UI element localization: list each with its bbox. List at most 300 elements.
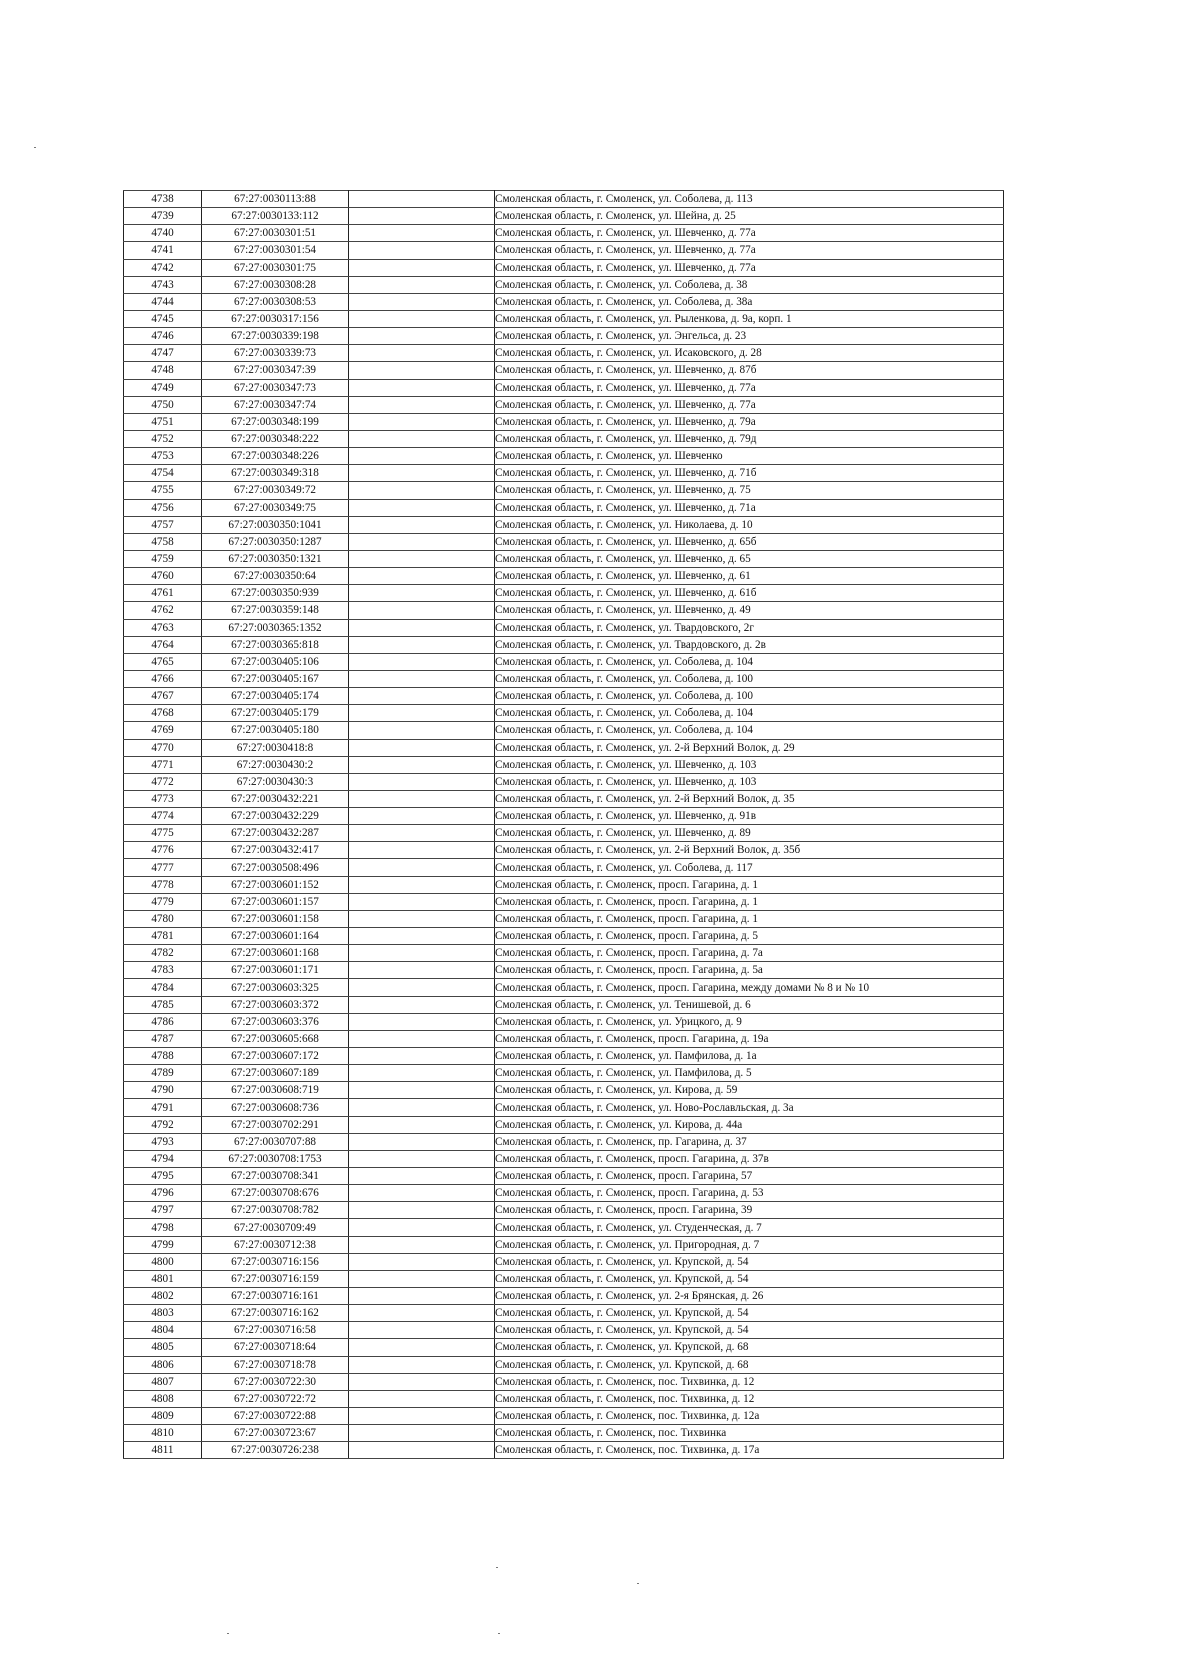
address-cell: Смоленская область, г. Смоленск, ул. Крупской, д. 68 — [495, 1339, 1004, 1356]
empty-cell — [349, 670, 495, 687]
table-row — [124, 756, 1004, 773]
table-row — [124, 1219, 1004, 1236]
address-cell: Смоленская область, г. Смоленск, просп. Гагарина, д. 1 — [495, 910, 1004, 927]
empty-cell — [349, 1099, 495, 1116]
cadastral-number-cell: 67:27:0030405:167 — [202, 670, 349, 687]
cadastral-number-cell: 67:27:0030601:168 — [202, 945, 349, 962]
address-cell: Смоленская область, г. Смоленск, ул. Соболева, д. 100 — [495, 670, 1004, 687]
cadastral-number-cell: 67:27:0030709:49 — [202, 1219, 349, 1236]
address-cell: Смоленская область, г. Смоленск, ул. Шевченко, д. 77а — [495, 225, 1004, 242]
table-row — [124, 328, 1004, 345]
row-number-cell: 4805 — [124, 1339, 202, 1356]
table-row — [124, 1253, 1004, 1270]
address-cell: Смоленская область, г. Смоленск, ул. Кирова, д. 59 — [495, 1082, 1004, 1099]
cadastral-number-cell: 67:27:0030712:38 — [202, 1236, 349, 1253]
table-row — [124, 602, 1004, 619]
table-row — [124, 910, 1004, 927]
address-cell: Смоленская область, г. Смоленск, ул. Соболева, д. 113 — [495, 191, 1004, 208]
row-number-cell: 4778 — [124, 876, 202, 893]
cadastral-number-cell: 67:27:0030405:106 — [202, 653, 349, 670]
empty-cell — [349, 979, 495, 996]
address-cell: Смоленская область, г. Смоленск, ул. Шевченко, д. 77а — [495, 242, 1004, 259]
cadastral-number-cell: 67:27:0030708:676 — [202, 1185, 349, 1202]
row-number-cell: 4803 — [124, 1305, 202, 1322]
empty-cell — [349, 208, 495, 225]
scan-speck — [637, 1583, 639, 1584]
address-cell: Смоленская область, г. Смоленск, ул. Рыленкова, д. 9а, корп. 1 — [495, 310, 1004, 327]
address-cell: Смоленская область, г. Смоленск, ул. Шевченко, д. 75 — [495, 482, 1004, 499]
empty-cell — [349, 1425, 495, 1442]
empty-cell — [349, 945, 495, 962]
empty-cell — [349, 636, 495, 653]
row-number-cell: 4757 — [124, 516, 202, 533]
address-cell: Смоленская область, г. Смоленск, ул. 2-й Верхний Волок, д. 29 — [495, 739, 1004, 756]
empty-cell — [349, 396, 495, 413]
cadastral-number-cell: 67:27:0030365:818 — [202, 636, 349, 653]
empty-cell — [349, 1048, 495, 1065]
row-number-cell: 4798 — [124, 1219, 202, 1236]
address-cell: Смоленская область, г. Смоленск, просп. Гагарина, д. 53 — [495, 1185, 1004, 1202]
empty-cell — [349, 413, 495, 430]
row-number-cell: 4787 — [124, 1030, 202, 1047]
address-cell: Смоленская область, г. Смоленск, ул. Ново-Рославльская, д. 3а — [495, 1099, 1004, 1116]
address-cell: Смоленская область, г. Смоленск, ул. Крупской, д. 54 — [495, 1305, 1004, 1322]
table-row — [124, 345, 1004, 362]
empty-cell — [349, 1373, 495, 1390]
table-row — [124, 825, 1004, 842]
empty-cell — [349, 1168, 495, 1185]
cadastral-number-cell: 67:27:0030350:1287 — [202, 533, 349, 550]
empty-cell — [349, 482, 495, 499]
empty-cell — [349, 996, 495, 1013]
table-row — [124, 499, 1004, 516]
row-number-cell: 4763 — [124, 619, 202, 636]
empty-cell — [349, 893, 495, 910]
empty-cell — [349, 688, 495, 705]
row-number-cell: 4795 — [124, 1168, 202, 1185]
empty-cell — [349, 739, 495, 756]
address-cell: Смоленская область, г. Смоленск, ул. Шевченко, д. 103 — [495, 756, 1004, 773]
cadastral-number-cell: 67:27:0030301:51 — [202, 225, 349, 242]
table-row — [124, 465, 1004, 482]
cadastral-number-cell: 67:27:0030607:172 — [202, 1048, 349, 1065]
address-cell: Смоленская область, г. Смоленск, ул. Памфилова, д. 1а — [495, 1048, 1004, 1065]
empty-cell — [349, 808, 495, 825]
empty-cell — [349, 928, 495, 945]
cadastral-number-cell: 67:27:0030716:58 — [202, 1322, 349, 1339]
cadastral-number-cell: 67:27:0030308:28 — [202, 276, 349, 293]
row-number-cell: 4793 — [124, 1133, 202, 1150]
cadastral-number-cell: 67:27:0030432:221 — [202, 790, 349, 807]
address-cell: Смоленская область, г. Смоленск, пр. Гагарина, д. 37 — [495, 1133, 1004, 1150]
table-row — [124, 773, 1004, 790]
address-cell: Смоленская область, г. Смоленск, ул. Шевченко, д. 103 — [495, 773, 1004, 790]
row-number-cell: 4754 — [124, 465, 202, 482]
cadastral-number-cell: 67:27:0030432:417 — [202, 842, 349, 859]
table-row — [124, 413, 1004, 430]
empty-cell — [349, 430, 495, 447]
cadastral-number-cell: 67:27:0030601:164 — [202, 928, 349, 945]
empty-cell — [349, 756, 495, 773]
address-cell: Смоленская область, г. Смоленск, ул. Николаева, д. 10 — [495, 516, 1004, 533]
address-cell: Смоленская область, г. Смоленск, ул. Шевченко, д. 79а — [495, 413, 1004, 430]
cadastral-number-cell: 67:27:0030339:73 — [202, 345, 349, 362]
cadastral-number-cell: 67:27:0030349:75 — [202, 499, 349, 516]
table-row — [124, 859, 1004, 876]
address-cell: Смоленская область, г. Смоленск, ул. Крупской, д. 54 — [495, 1253, 1004, 1270]
empty-cell — [349, 328, 495, 345]
empty-cell — [349, 1133, 495, 1150]
cadastral-number-cell: 67:27:0030350:939 — [202, 585, 349, 602]
cadastral-number-cell: 67:27:0030605:668 — [202, 1030, 349, 1047]
row-number-cell: 4752 — [124, 430, 202, 447]
cadastral-number-cell: 67:27:0030608:719 — [202, 1082, 349, 1099]
empty-cell — [349, 533, 495, 550]
table-row — [124, 550, 1004, 567]
cadastral-number-cell: 67:27:0030350:1041 — [202, 516, 349, 533]
row-number-cell: 4751 — [124, 413, 202, 430]
address-cell: Смоленская область, г. Смоленск, ул. Энгельса, д. 23 — [495, 328, 1004, 345]
cadastral-number-cell: 67:27:0030708:1753 — [202, 1150, 349, 1167]
cadastral-number-cell: 67:27:0030722:30 — [202, 1373, 349, 1390]
empty-cell — [349, 1185, 495, 1202]
cadastral-number-cell: 67:27:0030708:782 — [202, 1202, 349, 1219]
cadastral-number-cell: 67:27:0030432:287 — [202, 825, 349, 842]
empty-cell — [349, 1236, 495, 1253]
row-number-cell: 4782 — [124, 945, 202, 962]
address-cell: Смоленская область, г. Смоленск, ул. Шевченко, д. 87б — [495, 362, 1004, 379]
cadastral-number-cell: 67:27:0030707:88 — [202, 1133, 349, 1150]
row-number-cell: 4750 — [124, 396, 202, 413]
cadastral-number-cell: 67:27:0030365:1352 — [202, 619, 349, 636]
table-row — [124, 653, 1004, 670]
empty-cell — [349, 602, 495, 619]
cadastral-number-cell: 67:27:0030347:39 — [202, 362, 349, 379]
address-cell: Смоленская область, г. Смоленск, ул. Соболева, д. 104 — [495, 653, 1004, 670]
empty-cell — [349, 1288, 495, 1305]
row-number-cell: 4808 — [124, 1390, 202, 1407]
row-number-cell: 4748 — [124, 362, 202, 379]
cadastral-number-cell: 67:27:0030339:198 — [202, 328, 349, 345]
row-number-cell: 4769 — [124, 722, 202, 739]
cadastral-number-cell: 67:27:0030718:78 — [202, 1356, 349, 1373]
table-row — [124, 979, 1004, 996]
address-cell: Смоленская область, г. Смоленск, просп. Гагарина, между домами № 8 и № 10 — [495, 979, 1004, 996]
cadastral-number-cell: 67:27:0030601:152 — [202, 876, 349, 893]
table-row — [124, 1013, 1004, 1030]
table-row — [124, 362, 1004, 379]
empty-cell — [349, 585, 495, 602]
empty-cell — [349, 362, 495, 379]
table-row — [124, 1288, 1004, 1305]
address-cell: Смоленская область, г. Смоленск, ул. 2-й Верхний Волок, д. 35 — [495, 790, 1004, 807]
empty-cell — [349, 259, 495, 276]
table-row — [124, 1390, 1004, 1407]
empty-cell — [349, 1305, 495, 1322]
address-cell: Смоленская область, г. Смоленск, ул. Тенишевой, д. 6 — [495, 996, 1004, 1013]
empty-cell — [349, 1390, 495, 1407]
row-number-cell: 4780 — [124, 910, 202, 927]
row-number-cell: 4779 — [124, 893, 202, 910]
table-row — [124, 1407, 1004, 1424]
address-cell: Смоленская область, г. Смоленск, пос. Тихвинка, д. 12 — [495, 1390, 1004, 1407]
address-cell: Смоленская область, г. Смоленск, ул. Кирова, д. 44а — [495, 1116, 1004, 1133]
table-row — [124, 1150, 1004, 1167]
empty-cell — [349, 910, 495, 927]
table-row — [124, 482, 1004, 499]
empty-cell — [349, 1442, 495, 1459]
table-row — [124, 1099, 1004, 1116]
row-number-cell: 4786 — [124, 1013, 202, 1030]
empty-cell — [349, 705, 495, 722]
empty-cell — [349, 516, 495, 533]
empty-cell — [349, 191, 495, 208]
table-row — [124, 1442, 1004, 1459]
row-number-cell: 4776 — [124, 842, 202, 859]
table-row — [124, 1305, 1004, 1322]
address-cell: Смоленская область, г. Смоленск, ул. Соболева, д. 104 — [495, 705, 1004, 722]
table-row — [124, 259, 1004, 276]
empty-cell — [349, 293, 495, 310]
table-row — [124, 996, 1004, 1013]
table-row — [124, 1185, 1004, 1202]
address-cell: Смоленская область, г. Смоленск, ул. Соболева, д. 38а — [495, 293, 1004, 310]
address-cell: Смоленская область, г. Смоленск, просп. Гагарина, д. 1 — [495, 876, 1004, 893]
table-row — [124, 1356, 1004, 1373]
address-cell: Смоленская область, г. Смоленск, просп. Гагарина, д. 37в — [495, 1150, 1004, 1167]
address-cell: Смоленская область, г. Смоленск, ул. Шевченко, д. 77а — [495, 396, 1004, 413]
table-row — [124, 225, 1004, 242]
address-cell: Смоленская область, г. Смоленск, ул. Шевченко, д. 71б — [495, 465, 1004, 482]
table-row — [124, 396, 1004, 413]
address-cell: Смоленская область, г. Смоленск, ул. Памфилова, д. 5 — [495, 1065, 1004, 1082]
empty-cell — [349, 825, 495, 842]
empty-cell — [349, 465, 495, 482]
empty-cell — [349, 653, 495, 670]
row-number-cell: 4810 — [124, 1425, 202, 1442]
table-row — [124, 636, 1004, 653]
row-number-cell: 4792 — [124, 1116, 202, 1133]
row-number-cell: 4783 — [124, 962, 202, 979]
address-cell: Смоленская область, г. Смоленск, ул. 2-я Брянская, д. 26 — [495, 1288, 1004, 1305]
cadastral-number-cell: 67:27:0030601:158 — [202, 910, 349, 927]
cadastral-number-cell: 67:27:0030359:148 — [202, 602, 349, 619]
empty-cell — [349, 1322, 495, 1339]
cadastral-number-cell: 67:27:0030718:64 — [202, 1339, 349, 1356]
address-cell: Смоленская область, г. Смоленск, пос. Тихвинка — [495, 1425, 1004, 1442]
row-number-cell: 4804 — [124, 1322, 202, 1339]
table-row — [124, 1322, 1004, 1339]
table-row — [124, 448, 1004, 465]
empty-cell — [349, 859, 495, 876]
table-row — [124, 208, 1004, 225]
cadastral-number-cell: 67:27:0030317:156 — [202, 310, 349, 327]
row-number-cell: 4742 — [124, 259, 202, 276]
empty-cell — [349, 242, 495, 259]
row-number-cell: 4746 — [124, 328, 202, 345]
registry-table — [123, 190, 1004, 1459]
empty-cell — [349, 1013, 495, 1030]
empty-cell — [349, 1082, 495, 1099]
address-cell: Смоленская область, г. Смоленск, пос. Тихвинка, д. 17а — [495, 1442, 1004, 1459]
empty-cell — [349, 1253, 495, 1270]
row-number-cell: 4784 — [124, 979, 202, 996]
cadastral-number-cell: 67:27:0030405:174 — [202, 688, 349, 705]
row-number-cell: 4745 — [124, 310, 202, 327]
table-row — [124, 379, 1004, 396]
address-cell: Смоленская область, г. Смоленск, ул. Крупской, д. 54 — [495, 1322, 1004, 1339]
address-cell: Смоленская область, г. Смоленск, ул. Шевченко, д. 61б — [495, 585, 1004, 602]
row-number-cell: 4796 — [124, 1185, 202, 1202]
table-row — [124, 1116, 1004, 1133]
cadastral-number-cell: 67:27:0030607:189 — [202, 1065, 349, 1082]
table-row — [124, 1065, 1004, 1082]
row-number-cell: 4794 — [124, 1150, 202, 1167]
row-number-cell: 4770 — [124, 739, 202, 756]
scan-speck — [34, 147, 36, 148]
cadastral-number-cell: 67:27:0030350:64 — [202, 568, 349, 585]
cadastral-number-cell: 67:27:0030350:1321 — [202, 550, 349, 567]
row-number-cell: 4772 — [124, 773, 202, 790]
cadastral-number-cell: 67:27:0030347:74 — [202, 396, 349, 413]
address-cell: Смоленская область, г. Смоленск, просп. Гагарина, д. 5а — [495, 962, 1004, 979]
cadastral-number-cell: 67:27:0030405:180 — [202, 722, 349, 739]
row-number-cell: 4800 — [124, 1253, 202, 1270]
row-number-cell: 4755 — [124, 482, 202, 499]
address-cell: Смоленская область, г. Смоленск, ул. Шевченко, д. 65 — [495, 550, 1004, 567]
row-number-cell: 4738 — [124, 191, 202, 208]
table-row — [124, 962, 1004, 979]
cadastral-number-cell: 67:27:0030430:3 — [202, 773, 349, 790]
table-row — [124, 276, 1004, 293]
cadastral-number-cell: 67:27:0030716:156 — [202, 1253, 349, 1270]
cadastral-number-cell: 67:27:0030603:325 — [202, 979, 349, 996]
address-cell: Смоленская область, г. Смоленск, ул. Шевченко, д. 65б — [495, 533, 1004, 550]
address-cell: Смоленская область, г. Смоленск, просп. Гагарина, д. 1 — [495, 893, 1004, 910]
scan-speck — [498, 1633, 500, 1634]
table-row — [124, 1082, 1004, 1099]
empty-cell — [349, 1150, 495, 1167]
address-cell: Смоленская область, г. Смоленск, ул. Крупской, д. 68 — [495, 1356, 1004, 1373]
cadastral-number-cell: 67:27:0030308:53 — [202, 293, 349, 310]
address-cell: Смоленская область, г. Смоленск, просп. Гагарина, д. 5 — [495, 928, 1004, 945]
address-cell: Смоленская область, г. Смоленск, просп. Гагарина, 57 — [495, 1168, 1004, 1185]
row-number-cell: 4749 — [124, 379, 202, 396]
table-row — [124, 1425, 1004, 1442]
table-row — [124, 242, 1004, 259]
cadastral-number-cell: 67:27:0030348:226 — [202, 448, 349, 465]
table-row — [124, 533, 1004, 550]
row-number-cell: 4756 — [124, 499, 202, 516]
row-number-cell: 4765 — [124, 653, 202, 670]
address-cell: Смоленская область, г. Смоленск, ул. Соболева, д. 38 — [495, 276, 1004, 293]
row-number-cell: 4764 — [124, 636, 202, 653]
empty-cell — [349, 550, 495, 567]
cadastral-number-cell: 67:27:0030603:372 — [202, 996, 349, 1013]
address-cell: Смоленская область, г. Смоленск, ул. Шевченко — [495, 448, 1004, 465]
table-row — [124, 945, 1004, 962]
table-row — [124, 191, 1004, 208]
table-row — [124, 568, 1004, 585]
row-number-cell: 4791 — [124, 1099, 202, 1116]
row-number-cell: 4771 — [124, 756, 202, 773]
empty-cell — [349, 499, 495, 516]
row-number-cell: 4743 — [124, 276, 202, 293]
cadastral-number-cell: 67:27:0030722:88 — [202, 1407, 349, 1424]
address-cell: Смоленская область, г. Смоленск, ул. Пригородная, д. 7 — [495, 1236, 1004, 1253]
table-row — [124, 1030, 1004, 1047]
table-row — [124, 842, 1004, 859]
registry-table-body — [124, 191, 1004, 1459]
table-row — [124, 670, 1004, 687]
scan-speck — [227, 1633, 229, 1634]
empty-cell — [349, 790, 495, 807]
cadastral-number-cell: 67:27:0030601:157 — [202, 893, 349, 910]
row-number-cell: 4797 — [124, 1202, 202, 1219]
table-row — [124, 293, 1004, 310]
address-cell: Смоленская область, г. Смоленск, ул. Шевченко, д. 89 — [495, 825, 1004, 842]
cadastral-number-cell: 67:27:0030405:179 — [202, 705, 349, 722]
empty-cell — [349, 842, 495, 859]
cadastral-number-cell: 67:27:0030430:2 — [202, 756, 349, 773]
row-number-cell: 4760 — [124, 568, 202, 585]
cadastral-number-cell: 67:27:0030301:75 — [202, 259, 349, 276]
empty-cell — [349, 962, 495, 979]
row-number-cell: 4777 — [124, 859, 202, 876]
empty-cell — [349, 310, 495, 327]
row-number-cell: 4766 — [124, 670, 202, 687]
table-row — [124, 516, 1004, 533]
address-cell: Смоленская область, г. Смоленск, ул. Крупской, д. 54 — [495, 1270, 1004, 1287]
row-number-cell: 4744 — [124, 293, 202, 310]
address-cell: Смоленская область, г. Смоленск, ул. Урицкого, д. 9 — [495, 1013, 1004, 1030]
table-row — [124, 688, 1004, 705]
cadastral-number-cell: 67:27:0030601:171 — [202, 962, 349, 979]
address-cell: Смоленская область, г. Смоленск, ул. Соболева, д. 100 — [495, 688, 1004, 705]
row-number-cell: 4807 — [124, 1373, 202, 1390]
row-number-cell: 4768 — [124, 705, 202, 722]
table-row — [124, 1202, 1004, 1219]
row-number-cell: 4785 — [124, 996, 202, 1013]
address-cell: Смоленская область, г. Смоленск, ул. Шевченко, д. 71а — [495, 499, 1004, 516]
row-number-cell: 4799 — [124, 1236, 202, 1253]
table-row — [124, 1373, 1004, 1390]
cadastral-number-cell: 67:27:0030716:161 — [202, 1288, 349, 1305]
table-row — [124, 310, 1004, 327]
row-number-cell: 4753 — [124, 448, 202, 465]
empty-cell — [349, 1065, 495, 1082]
cadastral-number-cell: 67:27:0030723:67 — [202, 1425, 349, 1442]
empty-cell — [349, 1030, 495, 1047]
address-cell: Смоленская область, г. Смоленск, ул. Шевченко, д. 79д — [495, 430, 1004, 447]
table-row — [124, 585, 1004, 602]
cadastral-number-cell: 67:27:0030708:341 — [202, 1168, 349, 1185]
table-row — [124, 1236, 1004, 1253]
row-number-cell: 4758 — [124, 533, 202, 550]
empty-cell — [349, 1270, 495, 1287]
address-cell: Смоленская область, г. Смоленск, ул. Твардовского, 2г — [495, 619, 1004, 636]
table-row — [124, 928, 1004, 945]
cadastral-number-cell: 67:27:0030349:318 — [202, 465, 349, 482]
row-number-cell: 4806 — [124, 1356, 202, 1373]
row-number-cell: 4789 — [124, 1065, 202, 1082]
cadastral-number-cell: 67:27:0030722:72 — [202, 1390, 349, 1407]
row-number-cell: 4802 — [124, 1288, 202, 1305]
address-cell: Смоленская область, г. Смоленск, пос. Тихвинка, д. 12а — [495, 1407, 1004, 1424]
address-cell: Смоленская область, г. Смоленск, ул. Шевченко, д. 61 — [495, 568, 1004, 585]
row-number-cell: 4775 — [124, 825, 202, 842]
empty-cell — [349, 1116, 495, 1133]
